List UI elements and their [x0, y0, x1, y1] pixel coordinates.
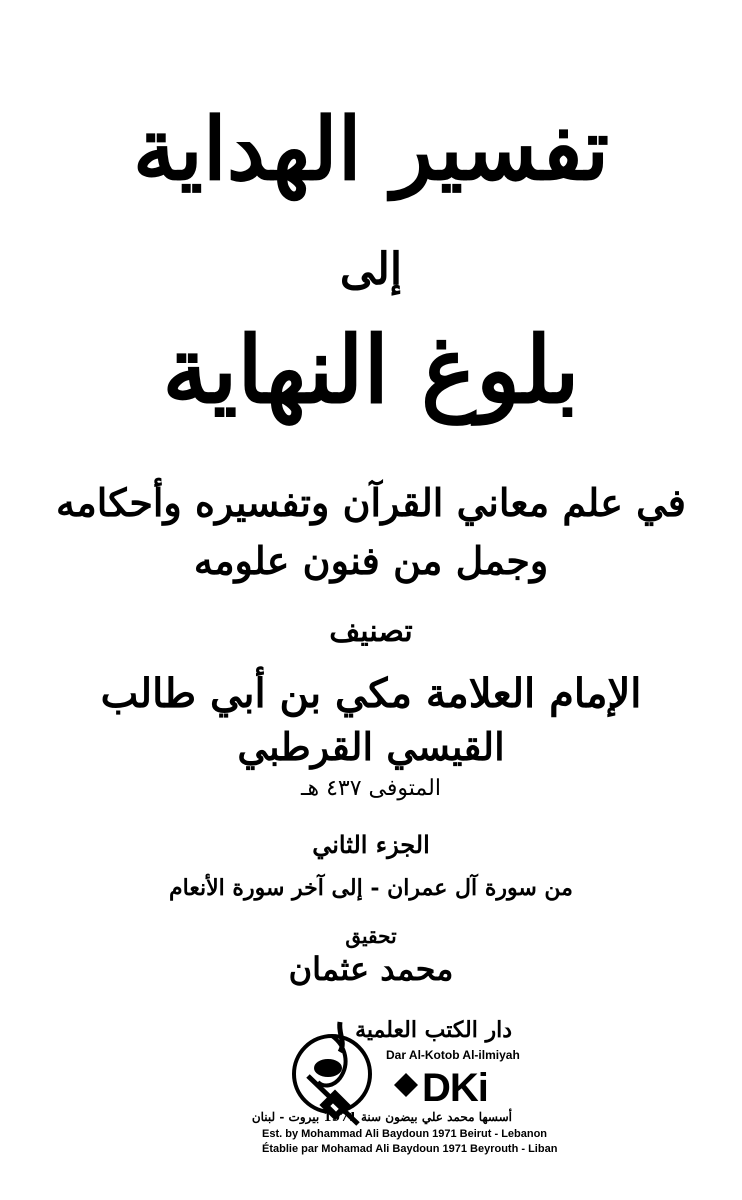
publisher-name-english: Dar Al-Kotob Al-ilmiyah	[386, 1048, 520, 1062]
dki-brand-logo	[392, 1064, 512, 1106]
title-line-2: إلى	[339, 244, 403, 295]
publisher-name-arabic: دار الكتب العلمية	[355, 1017, 512, 1043]
authored-by-label: تصنيف	[329, 614, 413, 649]
volume-label: الجزء الثاني	[312, 830, 430, 859]
establishment-french: Établie par Mohamad Ali Baydoun 1971 Beyrouth - Liban	[262, 1143, 558, 1155]
subtitle-line-2: وجمل من فنون علومه	[193, 538, 549, 583]
author-name-line-1: الإمام العلامة مكي بن أبي طالب	[100, 670, 642, 717]
edited-by-label: تحقيق	[345, 924, 397, 948]
author-name-line-2: القيسي القرطبي	[237, 724, 505, 769]
establishment-english: Est. by Mohammad Ali Baydoun 1971 Beirut - Lebanon	[262, 1128, 548, 1140]
editor-name: محمد عثمان	[288, 950, 454, 988]
title-line-1: تفسير الهداية	[132, 99, 610, 200]
establishment-arabic: أسسها محمد علي بيضون سنة 1971 بيروت - لبنان	[251, 1110, 512, 1124]
publisher-logo-block	[251, 1012, 558, 1187]
dki-brand-text: DKi	[422, 1066, 488, 1106]
subtitle-line-1: في علم معاني القرآن وتفسيره وأحكامه	[56, 480, 686, 525]
author-death-year: المتوفى ٤٣٧ هـ	[301, 776, 441, 801]
title-line-3: بلوغ النهاية	[162, 316, 580, 424]
surah-range: من سورة آل عمران - إلى آخر سورة الأنعام	[169, 875, 573, 901]
